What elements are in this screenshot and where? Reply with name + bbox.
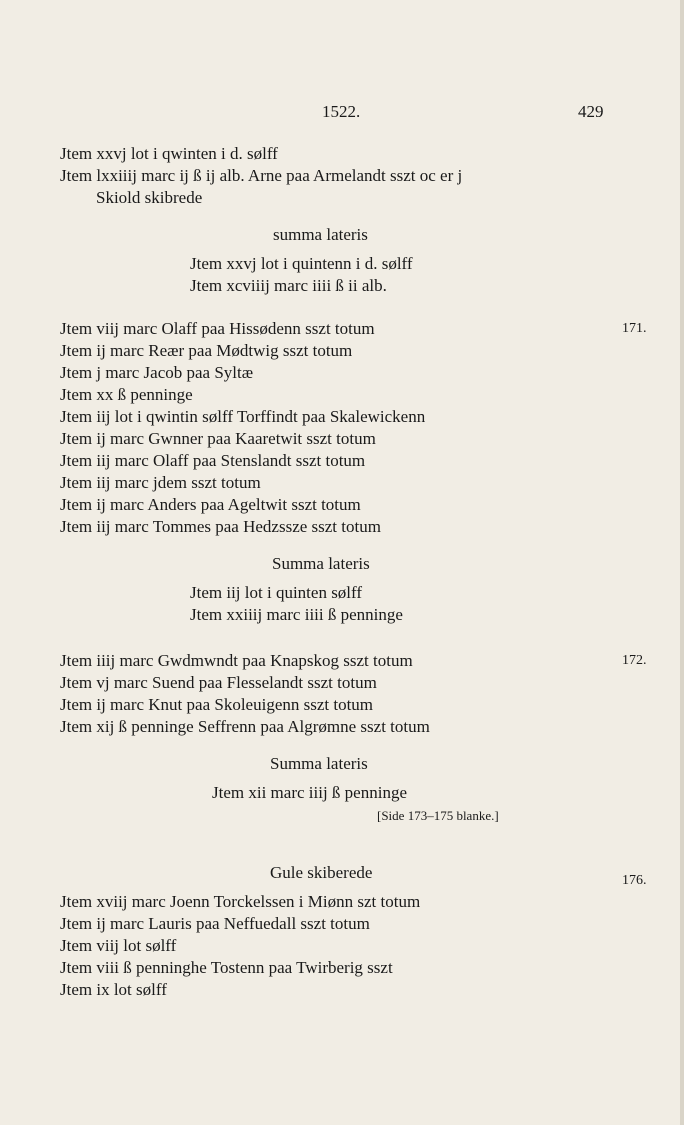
margin-number: 176. xyxy=(622,873,647,888)
text-line: Jtem xxiiij marc iiii ß penninge xyxy=(190,605,403,624)
text-line: Jtem xii marc iiij ß penninge xyxy=(212,783,407,802)
text-line: Jtem xviij marc Joenn Torckelssen i Miønn szt totum xyxy=(60,892,421,911)
section-heading: Summa lateris xyxy=(272,554,370,573)
section-heading: Gule skiberede xyxy=(270,863,373,882)
section-heading: summa lateris xyxy=(273,225,368,244)
header-page-number: 429 xyxy=(578,102,604,121)
text-line: Jtem ij marc Reær paa Mødtwig sszt totum xyxy=(60,341,353,360)
text-line: Jtem ij marc Knut paa Skoleuigenn sszt totum xyxy=(60,695,374,714)
text-line: Skiold skibrede xyxy=(96,188,203,207)
text-line: Jtem iij marc Olaff paa Stenslandt sszt totum xyxy=(60,451,366,470)
text-line: Jtem ij marc Lauris paa Neffuedall sszt totum xyxy=(60,914,370,933)
text-line: Jtem xxvj lot i quintenn i d. sølff xyxy=(190,254,413,273)
text-line: Jtem xxvj lot i qwinten i d. sølff xyxy=(60,144,278,163)
text-line: Jtem ij marc Gwnner paa Kaaretwit sszt totum xyxy=(60,429,376,448)
margin-number: 172. xyxy=(622,653,647,668)
text-line: Jtem iij lot i quinten sølff xyxy=(190,583,363,602)
text-line: Jtem iij lot i qwintin sølff Torffindt paa Skalewickenn xyxy=(60,407,426,426)
text-line: Jtem iij marc jdem sszt totum xyxy=(60,473,261,492)
section-heading: Summa lateris xyxy=(270,754,368,773)
text-line: Jtem ij marc Anders paa Ageltwit sszt totum xyxy=(60,495,361,514)
editorial-note: [Side 173–175 blanke.] xyxy=(377,808,499,823)
text-line: Jtem viii ß penninghe Tostenn paa Twirberig sszt xyxy=(60,958,393,977)
text-line: Jtem xx ß penninge xyxy=(60,385,193,404)
text-line: Jtem xij ß penninge Seffrenn paa Algrømne sszt totum xyxy=(60,717,430,736)
text-line: Jtem iiij marc Gwdmwndt paa Knapskog sszt totum xyxy=(60,651,413,670)
text-line: Jtem vj marc Suend paa Flesselandt sszt totum xyxy=(60,673,377,692)
text-line: Jtem lxxiiij marc ij ß ij alb. Arne paa Armelandt sszt oc er j xyxy=(60,166,463,185)
text-line: Jtem j marc Jacob paa Syltæ xyxy=(60,363,254,382)
text-line: Jtem viij lot sølff xyxy=(60,936,177,955)
text-line: Jtem viij marc Olaff paa Hissødenn sszt totum xyxy=(60,319,375,338)
text-line: Jtem xcviiij marc iiii ß ii alb. xyxy=(190,276,387,295)
header-year: 1522. xyxy=(322,102,361,121)
text-line: Jtem ix lot sølff xyxy=(60,980,167,999)
text-line: Jtem iij marc Tommes paa Hedzssze sszt totum xyxy=(60,517,381,536)
page-edge xyxy=(680,0,684,1125)
margin-number: 171. xyxy=(622,321,647,336)
